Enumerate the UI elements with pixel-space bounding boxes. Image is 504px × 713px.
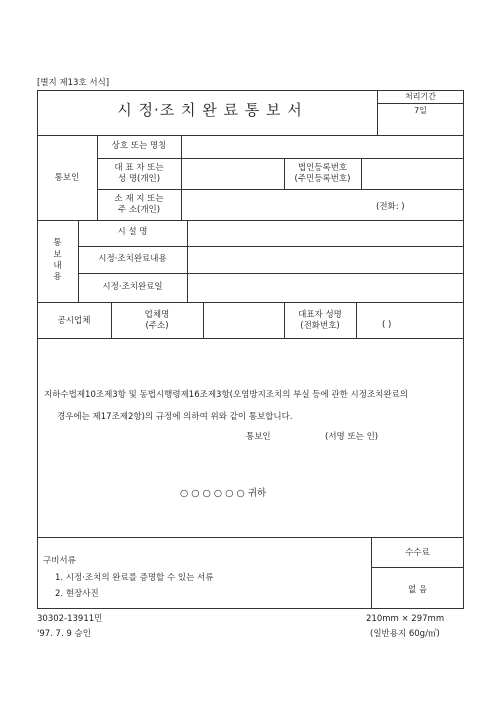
fee-label: 수수료 bbox=[405, 548, 430, 558]
registration-number-label bbox=[284, 159, 361, 189]
address-label bbox=[97, 190, 181, 220]
paper-size: 210mm × 297mm bbox=[366, 614, 445, 624]
processing-period-label: 처리기간 bbox=[405, 92, 436, 101]
facility-name-label: 시 설 명 bbox=[117, 227, 148, 237]
signer-label: 통보인 bbox=[246, 432, 271, 442]
representative-field[interactable] bbox=[182, 159, 283, 189]
company-rep-label-line1: 대표자 성명 bbox=[298, 309, 342, 320]
registration-number-label-line1: 법인등록번호 bbox=[297, 163, 348, 174]
address-label-line2: 주 소(개인) bbox=[117, 205, 161, 215]
completion-date-label: 시정·조치완료일 bbox=[102, 282, 163, 292]
required-docs-title: 구비서류 bbox=[43, 556, 76, 566]
content-section-label bbox=[37, 220, 78, 302]
company-name-address-label bbox=[111, 303, 203, 338]
representative-label-line2: 성 명(개인) bbox=[117, 174, 161, 184]
registration-number-label-line2: (주민등록번호) bbox=[294, 174, 351, 184]
required-doc-item-1: 1. 시정·조치의 완료를 증명할 수 있는 서류 bbox=[55, 573, 214, 583]
notifier-section-label: 통보인 bbox=[54, 173, 80, 183]
address-label-line1: 소 재 지 또는 bbox=[114, 194, 164, 205]
completion-details-field[interactable] bbox=[188, 247, 463, 273]
company-section-label: 공시업체 bbox=[57, 316, 91, 326]
required-doc-item-2: 2. 현장사진 bbox=[55, 589, 99, 599]
address-field[interactable] bbox=[182, 190, 463, 220]
statement-line1: 지하수법제10조제3항 및 동법시행령제16조제3항(오염방지조치의 부실 등에 관한 시정조치완료의 bbox=[44, 390, 408, 400]
company-name-address-label-line2: (주소) bbox=[145, 320, 169, 331]
content-section-label-char3: 내 bbox=[53, 261, 62, 271]
company-name-address-field[interactable] bbox=[204, 303, 283, 338]
content-section-label-char2: 보 bbox=[53, 249, 62, 260]
company-phone-field[interactable]: ( ) bbox=[382, 320, 392, 330]
fee-value: 없 음 bbox=[407, 585, 428, 595]
completion-details-label: 시정·조치완료내용 bbox=[98, 254, 167, 264]
paper-type: (일반용지 60g/㎡) bbox=[370, 629, 440, 639]
signature-field[interactable] bbox=[280, 429, 322, 445]
statement-line2: 경우에는 제17조제2항)의 규정에 의하여 위와 같이 통보합니다. bbox=[57, 412, 293, 422]
approval-date: '97. 7. 9 승인 bbox=[37, 629, 91, 639]
form-number-note: [별지 제13호 서식] bbox=[37, 78, 110, 88]
company-name-field[interactable] bbox=[182, 136, 463, 157]
content-section-label-char4: 용 bbox=[53, 272, 62, 283]
form-code: 30302-13911민 bbox=[37, 614, 103, 624]
processing-period-value: 7일 bbox=[414, 106, 427, 115]
company-name-label: 상호 또는 명칭 bbox=[111, 141, 167, 151]
company-name-address-label-line1: 업체명 bbox=[144, 309, 170, 320]
representative-label bbox=[97, 159, 181, 189]
representative-label-line1: 대 표 자 또는 bbox=[114, 163, 164, 174]
company-rep-label bbox=[284, 303, 356, 338]
completion-date-field[interactable] bbox=[188, 274, 463, 302]
recipient-line: ○ ○ ○ ○ ○ ○ 귀하 bbox=[180, 488, 267, 499]
form-title: 시 정·조 치 완 료 통 보 서 bbox=[117, 101, 303, 119]
phone-label: (전화: ) bbox=[376, 202, 405, 212]
facility-name-field[interactable] bbox=[188, 221, 463, 246]
registration-number-field[interactable] bbox=[362, 159, 463, 189]
content-section-label-char1: 통 bbox=[53, 238, 62, 249]
company-rep-label-line2: (전화번호) bbox=[300, 320, 340, 331]
signature-hint: (서명 또는 인) bbox=[325, 432, 379, 442]
